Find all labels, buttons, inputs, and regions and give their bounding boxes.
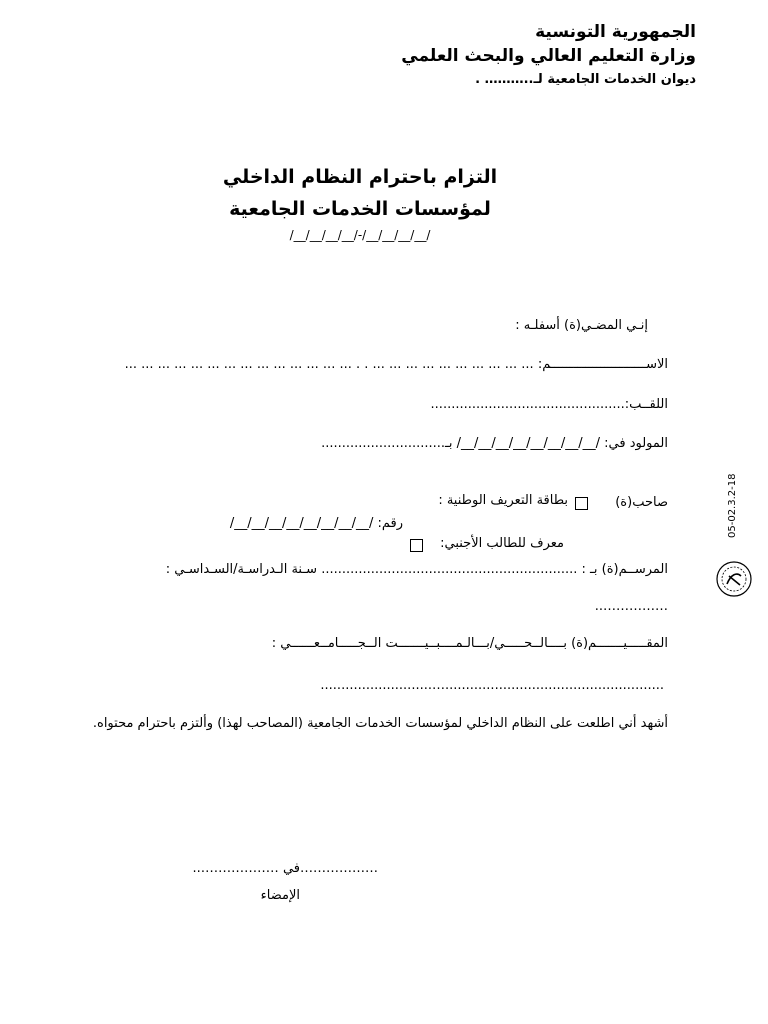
document-stamp (713, 473, 755, 626)
study-year-label: سـنة الـدراسـة/السـداسـي : (165, 562, 318, 577)
document-reference-slots: /__/__/__/__/-/__/__/__/__/ (289, 228, 431, 242)
birth-value: /__/__/__/__/__/__/__/__/ بـ.............................. (321, 436, 601, 451)
surname-label: اللقــب: (624, 397, 668, 412)
checkbox-icon (575, 497, 588, 510)
name-label: الاســـــــــــــــــــــــــم: (537, 357, 668, 372)
number-label: رقم: (377, 516, 403, 531)
surname-field[interactable] (26, 397, 668, 412)
resident-field[interactable] (26, 636, 668, 651)
enrolled-label: المرســم(ة) بـ : (581, 562, 668, 577)
id-card-label: بطاقة التعريف الوطنية : (438, 493, 568, 508)
intro-text: إنـي المضـي(ة) أسفلـه : (515, 318, 648, 333)
number-value: /__/__/__/__/__/__/__/__/ (229, 516, 374, 531)
resident-label: المقـــــيـــــــم(ة) بــــالــحـــــي/بـــالـمــــبــيـــــــت الــجـــــامــعــــــي : (271, 636, 668, 651)
declaration-text: أشهد أني اطلعت على النظام الداخلي لمؤسسات الخدمات الجامعية (المصاحب لهذا) وألتزم باحترام محتواه. (92, 716, 668, 731)
header-republic: الجمهورية التونسية (535, 22, 696, 42)
foreign-id-field[interactable] (440, 536, 564, 551)
number-field[interactable] (230, 516, 403, 531)
birth-label: المولود في: (604, 436, 668, 451)
enrolled-continuation: …………….. (594, 599, 668, 614)
foreign-id-label: معرف للطالب الأجنبي: (440, 536, 564, 551)
birth-field[interactable] (26, 436, 668, 451)
document-subtitle: لمؤسسات الخدمات الجامعية (229, 198, 491, 220)
name-dots: ... ... ... ... ... ... ... ... ... ... . . ... ... ... ... ... ... ... ... ... ... ... ... ... ... (124, 357, 534, 372)
foreign-id-checkbox[interactable] (410, 535, 423, 554)
header-office: ديوان الخدمات الجامعية لـ..……… . (475, 72, 696, 87)
id-card-checkbox[interactable] (575, 493, 588, 512)
place-date-field[interactable]: ………………في ……………….. (192, 861, 378, 876)
name-field[interactable] (26, 357, 668, 372)
surname-dots: ............................................... (430, 397, 625, 412)
holder-field (615, 495, 668, 510)
holder-label: صاحب(ة) (615, 495, 668, 510)
enrolled-dots: .............................................................. (321, 562, 578, 577)
checkbox-icon (410, 539, 423, 552)
seal-icon (715, 560, 753, 598)
document-title: التزام باحترام النظام الداخلي (222, 166, 498, 188)
enrolled-field[interactable] (26, 562, 668, 577)
document-code: 05-02.3.2-18 (727, 473, 738, 538)
signature-label: الإمضاء (260, 888, 300, 903)
resident-dots: .....................................................…........................... (320, 678, 664, 693)
header-ministry: وزارة التعليم العالي والبحث العلمي (401, 46, 696, 66)
